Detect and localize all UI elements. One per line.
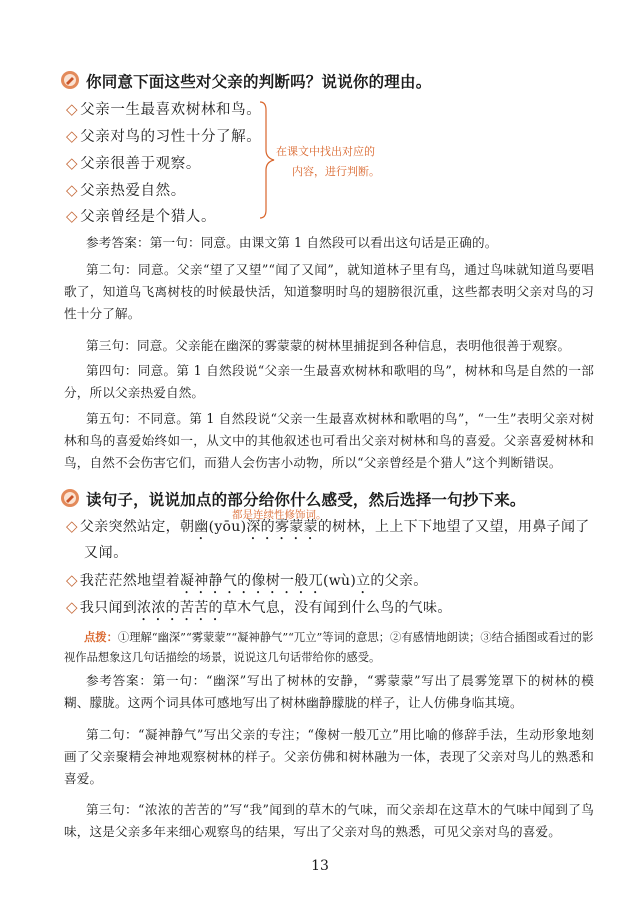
tip: 点拨：①理解“幽深”“雾蒙蒙”“凝神静气”“兀立”等词的意思；②有感情地朗读；③结合插图或看过的影视作品想象这几句话描绘的场景，说说这几句话带给你的感受。 xyxy=(64,630,594,664)
page-number: 13 xyxy=(311,858,329,874)
q2-answer-1: 参考答案：第一句：“幽深”写出了树林的安静，“雾蒙蒙”写出了晨雾笼罩下的树林的模糊、朦胧。这两个词具体可感地写出了树林幽静朦胧的样子，让人仿佛身临其境。 xyxy=(64,673,594,710)
sentence-3: ◇ 我只闻到浓浓的苦苦的草木气息，没有闻到什么鸟的气味。 xyxy=(66,598,452,616)
q1-answer-4: 第四句：同意。第 1 自然段说“父亲一生最喜欢树林和歌唱的鸟”，树林和鸟是自然的一部分，所以父亲热爱自然。 xyxy=(64,363,594,400)
question-1-title: 你同意下面这些对父亲的判断吗？说说你的理由。 xyxy=(60,70,431,92)
q1-answer-1: 参考答案：第一句：同意。由课文第 1 自然段可以看出这句话是正确的。 xyxy=(86,235,498,250)
diamond-icon: ◇ xyxy=(66,571,78,589)
diamond-icon: ◇ xyxy=(66,517,78,535)
q2-annotation: 都是连续性修饰词。 xyxy=(232,509,327,521)
diamond-icon: ◇ xyxy=(66,181,79,199)
q1-answer-5: 第五句：不同意。第 1 自然段说“父亲一生最喜欢树林和歌唱的鸟”，“一生”表明父亲对树林和鸟的喜爱始终如一，从文中的其他叙述也可看出父亲对树林和鸟的喜爱。父亲喜爱树林和鸟，自然不会伤害它们，而猎人会伤害小动物，所以“父亲曾经是个猎人”这个判断错误。 xyxy=(64,411,594,470)
diamond-icon: ◇ xyxy=(66,207,79,225)
diamond-icon: ◇ xyxy=(66,598,78,616)
diamond-icon: ◇ xyxy=(66,127,79,145)
q1-answer-3: 第三句：同意。父亲能在幽深的雾蒙蒙的树林里捕捉到各种信息，表明他很善于观察。 xyxy=(86,338,571,353)
sentence-1: ◇ 父亲突然站定，朝幽(yōu)深的雾蒙蒙的树林，上上下下地望了又望，用鼻子闻了 xyxy=(66,517,590,535)
diamond-icon: ◇ xyxy=(66,154,79,172)
option-2: ◇ 父亲对鸟的习性十分了解。 xyxy=(66,127,262,145)
option-3: ◇ 父亲很善于观察。 xyxy=(66,154,201,172)
q1-answer-2: 第二句：同意。父亲“望了又望”“闻了又闻”，就知道林子里有鸟，通过鸟味就知道鸟要唱歌了，知道鸟飞离树枝的时候最快活，知道黎明时鸟的翅膀很沉重，这些都表明父亲对鸟的习性十分了解。 xyxy=(64,262,594,321)
sentence-1-line2: 又闻。 xyxy=(84,545,128,561)
sentence-2: ◇ 我茫茫然地望着凝神静气的像树一般兀(wù)立的父亲。 xyxy=(66,571,428,589)
pencil-badge-icon xyxy=(60,488,80,508)
option-1: ◇ 父亲一生最喜欢树林和鸟。 xyxy=(66,100,262,118)
q1-annotation: 在课文中找出对应的 内容，进行判断。 xyxy=(276,145,380,178)
q2-answer-2: 第二句：“凝神静气”写出父亲的专注；“像树一般兀立”用比喻的修辞手法，生动形象地刻画了父亲聚精会神地观察树林的样子。父亲仿佛和树林融为一体，表现了父亲对鸟儿的熟悉和喜爱。 xyxy=(64,727,594,786)
pencil-badge-icon xyxy=(60,70,80,90)
option-4: ◇ 父亲热爱自然。 xyxy=(66,181,186,199)
q2-answer-3: 第三句：“浓浓的苦苦的”写“我”闻到的草木的气味，而父亲却在这草木的气味中闻到了鸟味，这是父亲多年来细心观察鸟的结果，写出了父亲对鸟的熟悉，可见父亲对鸟的喜爱。 xyxy=(64,802,594,839)
diamond-icon: ◇ xyxy=(66,100,79,118)
question-2-title: 读句子，说说加点的部分给你什么感受，然后选择一句抄下来。 xyxy=(60,488,526,510)
option-5: ◇ 父亲曾经是个猎人。 xyxy=(66,207,217,225)
